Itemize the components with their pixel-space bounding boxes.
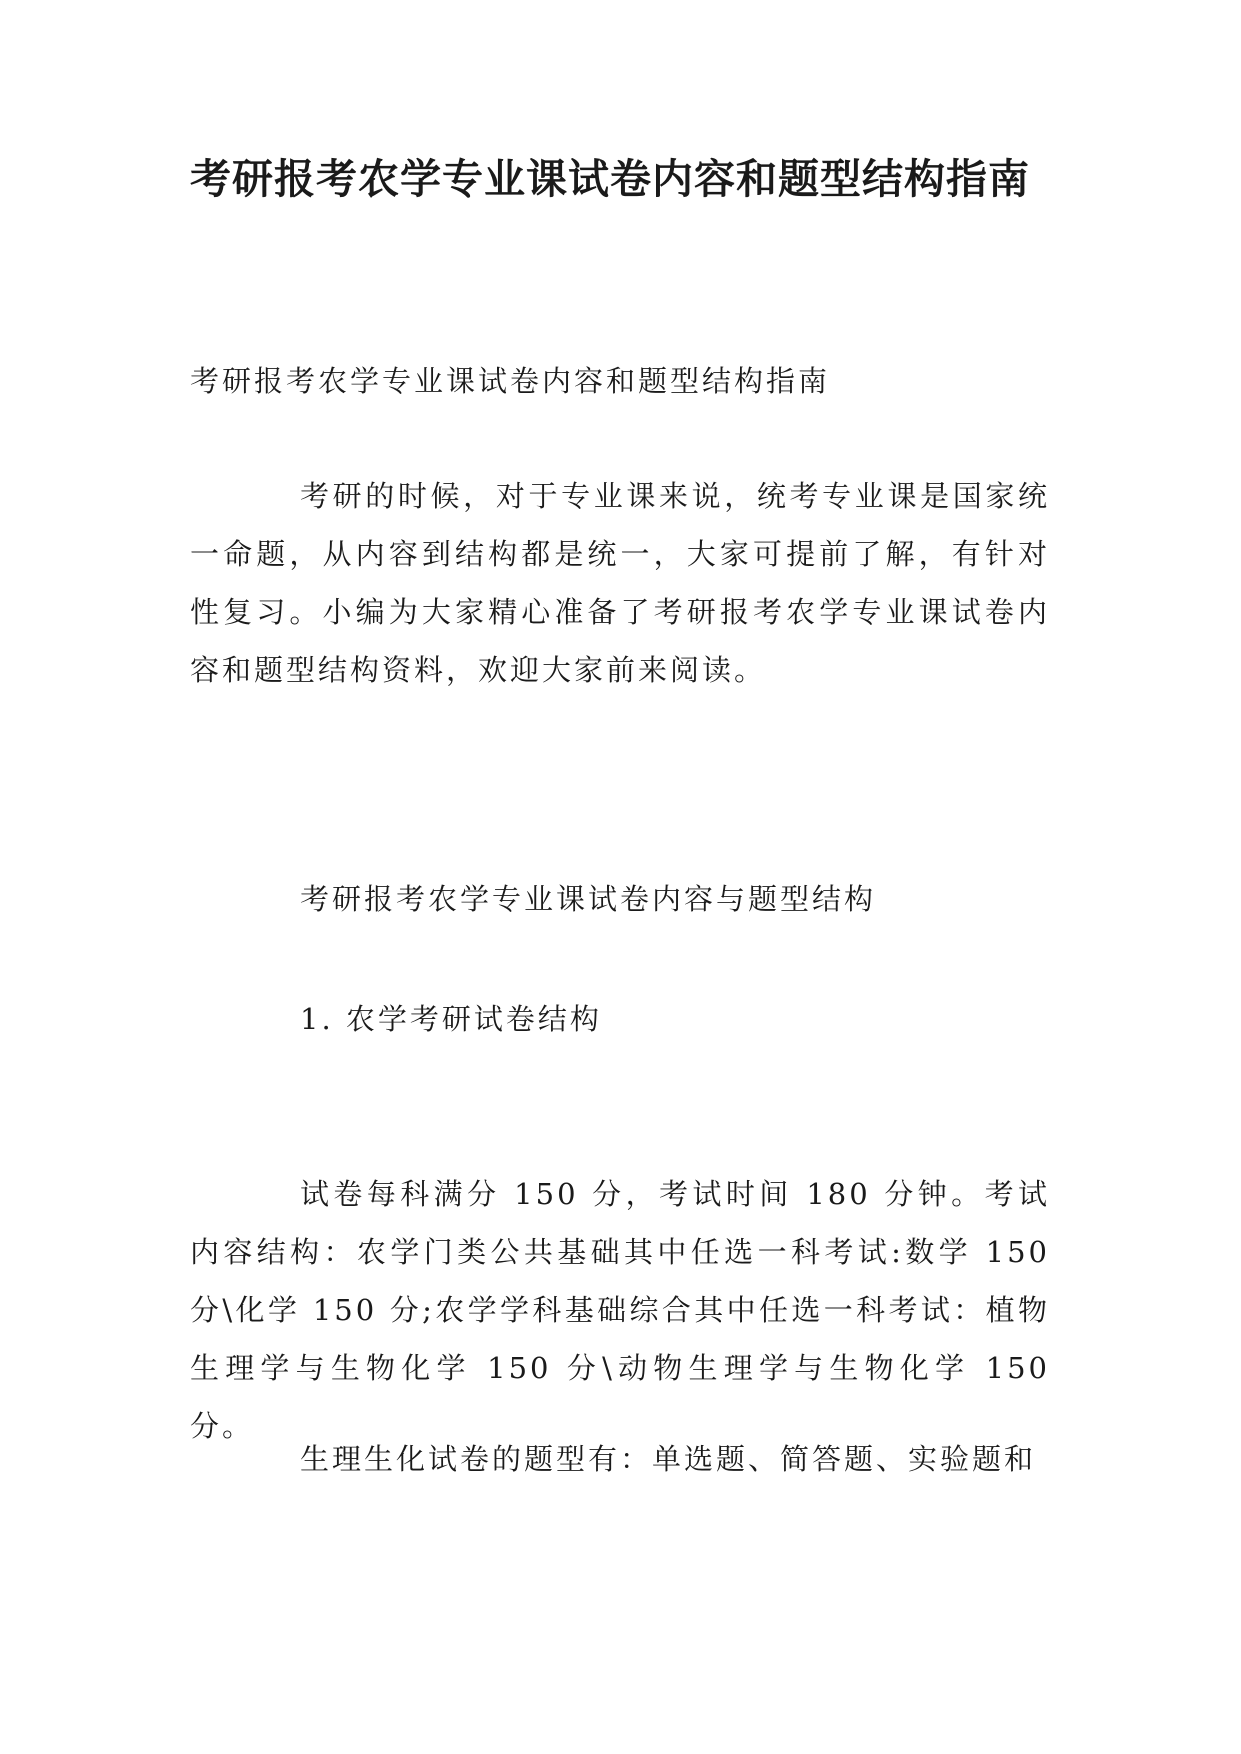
document-title: 考研报考农学专业课试卷内容和题型结构指南 bbox=[190, 155, 1030, 203]
section-heading: 考研报考农学专业课试卷内容与题型结构 bbox=[300, 882, 877, 916]
subtitle-paragraph: 考研报考农学专业课试卷内容和题型结构指南 bbox=[190, 364, 831, 398]
question-types-paragraph: 生理生化试卷的题型有：单选题、简答题、实验题和 bbox=[300, 1442, 1037, 1476]
scores-paragraph: 试卷每科满分 150 分，考试时间 180 分钟。考试内容结构：农学门类公共基础其中任选一科考试:数学 150 分\化学 150 分;农学学科基础综合其中任选一科考试：植物生理学与生物化学 150 分\动物生理学与生物化学 150 分。 bbox=[190, 1177, 1050, 1443]
list-item-1: 1. 农学考研试卷结构 bbox=[300, 1002, 602, 1036]
intro-paragraph: 考研的时候，对于专业课来说，统考专业课是国家统一命题，从内容到结构都是统一，大家可提前了解，有针对性复习。小编为大家精心准备了考研报考农学专业课试卷内容和题型结构资料，欢迎大家前来阅读。 bbox=[190, 479, 1050, 687]
